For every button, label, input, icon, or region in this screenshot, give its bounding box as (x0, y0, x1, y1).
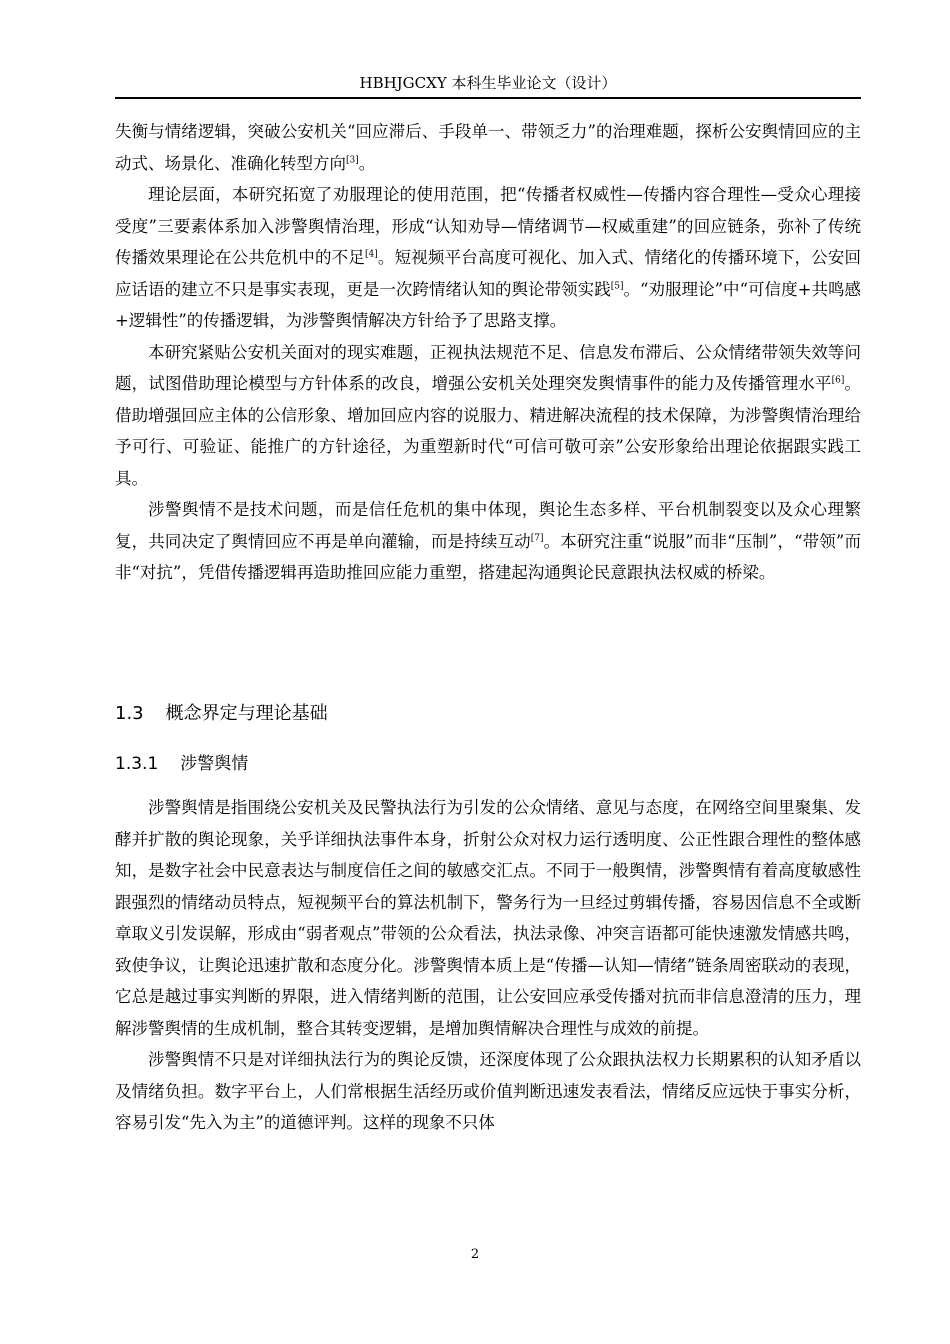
section-heading (115, 702, 328, 726)
citation-3: [3] (346, 155, 359, 165)
paragraph-4-end: 。本研究注重“说服”而非“压制”，“带领”而非“对抗”，凭借传播逻辑再造助推回应能力重塑，搭建起沟通舆论民意跟执法权威的桥梁。 (115, 531, 861, 582)
paragraph-4 (115, 494, 861, 589)
paragraph-1 (115, 116, 861, 179)
subsection-heading (115, 752, 248, 776)
page-number: 2 (470, 1247, 480, 1262)
citation-4: [4] (364, 249, 378, 260)
page-header-title: HBHJGCXY 本科生毕业论文（设计） (359, 74, 617, 92)
paragraph-1-end: 。 (358, 153, 376, 173)
section-number: 1.3 (115, 703, 144, 724)
subsection-title: 涉警舆情 (180, 754, 249, 774)
page-header (115, 73, 861, 99)
paragraph-2 (115, 179, 861, 337)
paragraph-3-text: 本研究紧贴公安机关面对的现实难题，正视执法规范不足、信息发布滞后、公众情绪带领失效等问题，试图借助理论模型与方针体系的改良，增强公安机关处理突发舆情事件的能力及传播管理水平 (115, 342, 861, 393)
citation-7: [7] (530, 533, 544, 543)
paragraph-2-middle: 。短视频平台高度可视化、加入式、情绪化的传播环境下，公安回应话语的建立不只是事实表现，更是一次跨情绪认知的舆论带领实践 (115, 248, 862, 299)
paragraph-2-end: 。“劝服理论”中“可信度+共鸣感+逻辑性”的传播逻辑，为涉警舆情解决方针给予了思路支撑。 (115, 279, 862, 330)
paragraph-4-text: 涉警舆情不是技术问题，而是信任危机的集中体现，舆论生态多样、平台机制裂变以及众心理繁复，共同决定了舆情回应不再是单向灌输，而是持续互动 (115, 500, 861, 551)
paragraph-3-end: 。借助增强回应主体的公信形象、增加回应内容的说服力、精进解决流程的技术保障，为涉警舆情治理给予可行、可验证、能推广的方针途径，为重塑新时代“可信可敬可亲”公安形象给出理论依据跟实践工具。 (115, 374, 862, 488)
paragraph-6: 涉警舆情不只是对详细执法行为的舆论反馈，还深度体现了公众跟执法权力长期累积的认知矛盾以及情绪负担。数字平台上，人们常根据生活经历或价值判断迅速发表看法，情绪反应远快于事实分析，容易引发“先入为主”的道德评判。这样的现象不只体 (115, 1050, 861, 1132)
section-title: 概念界定与理论基础 (165, 703, 328, 724)
paragraph-5: 涉警舆情是指围绕公安机关及民警执法行为引发的公众情绪、意见与态度，在网络空间里聚集、发酵并扩散的舆论现象，关乎详细执法事件本身，折射公众对权力运行透明度、公正性跟合理性的整体感知，是数字社会中民意表达与制度信任之间的敏感交汇点。不同于一般舆情，涉警舆情有着高度敏感性跟强烈的情绪动员特点，短视频平台的算法机制下，警务行为一旦经过剪辑传播，容易因信息不全或断章取义引发误解，形成由“弱者观点”带领的公众看法，执法录像、冲突言语都可能快速激发情感共鸣，致使争议，让舆论迅速扩散和态度分化。涉警舆情本质上是“传播—认知—情绪”链条周密联动的表现，它总是越过事实判断的界限，进入情绪判断的范围，让公安回应承受传播对抗而非信息澄清的压力，理解涉警舆情的生成机制，整合其转变逻辑，是增加舆情解决合理性与成效的前提。 (115, 798, 861, 1038)
paragraph-3 (115, 337, 861, 495)
body-text-bottom (115, 792, 861, 1139)
citation-5: [5] (610, 281, 624, 291)
paragraph-1-text: 失衡与情绪逻辑，突破公安机关“回应滞后、手段单一、带领乏力”的治理难题，探析公安舆情回应的主动式、场景化、准确化转型方向 (115, 122, 861, 173)
subsection-number: 1.3.1 (115, 754, 159, 774)
body-text-top (115, 116, 861, 589)
citation-6: [6] (831, 375, 845, 386)
paragraph-2-text: 理论层面，本研究拓宽了劝服理论的使用范围，把“传播者权威性—传播内容合理性—受众心理接受度”三要素体系加入涉警舆情治理，形成“认知劝导—情绪调节—权威重建”的回应链条，弥补了传统传播效果理论在公共危机中的不足 (115, 185, 861, 267)
